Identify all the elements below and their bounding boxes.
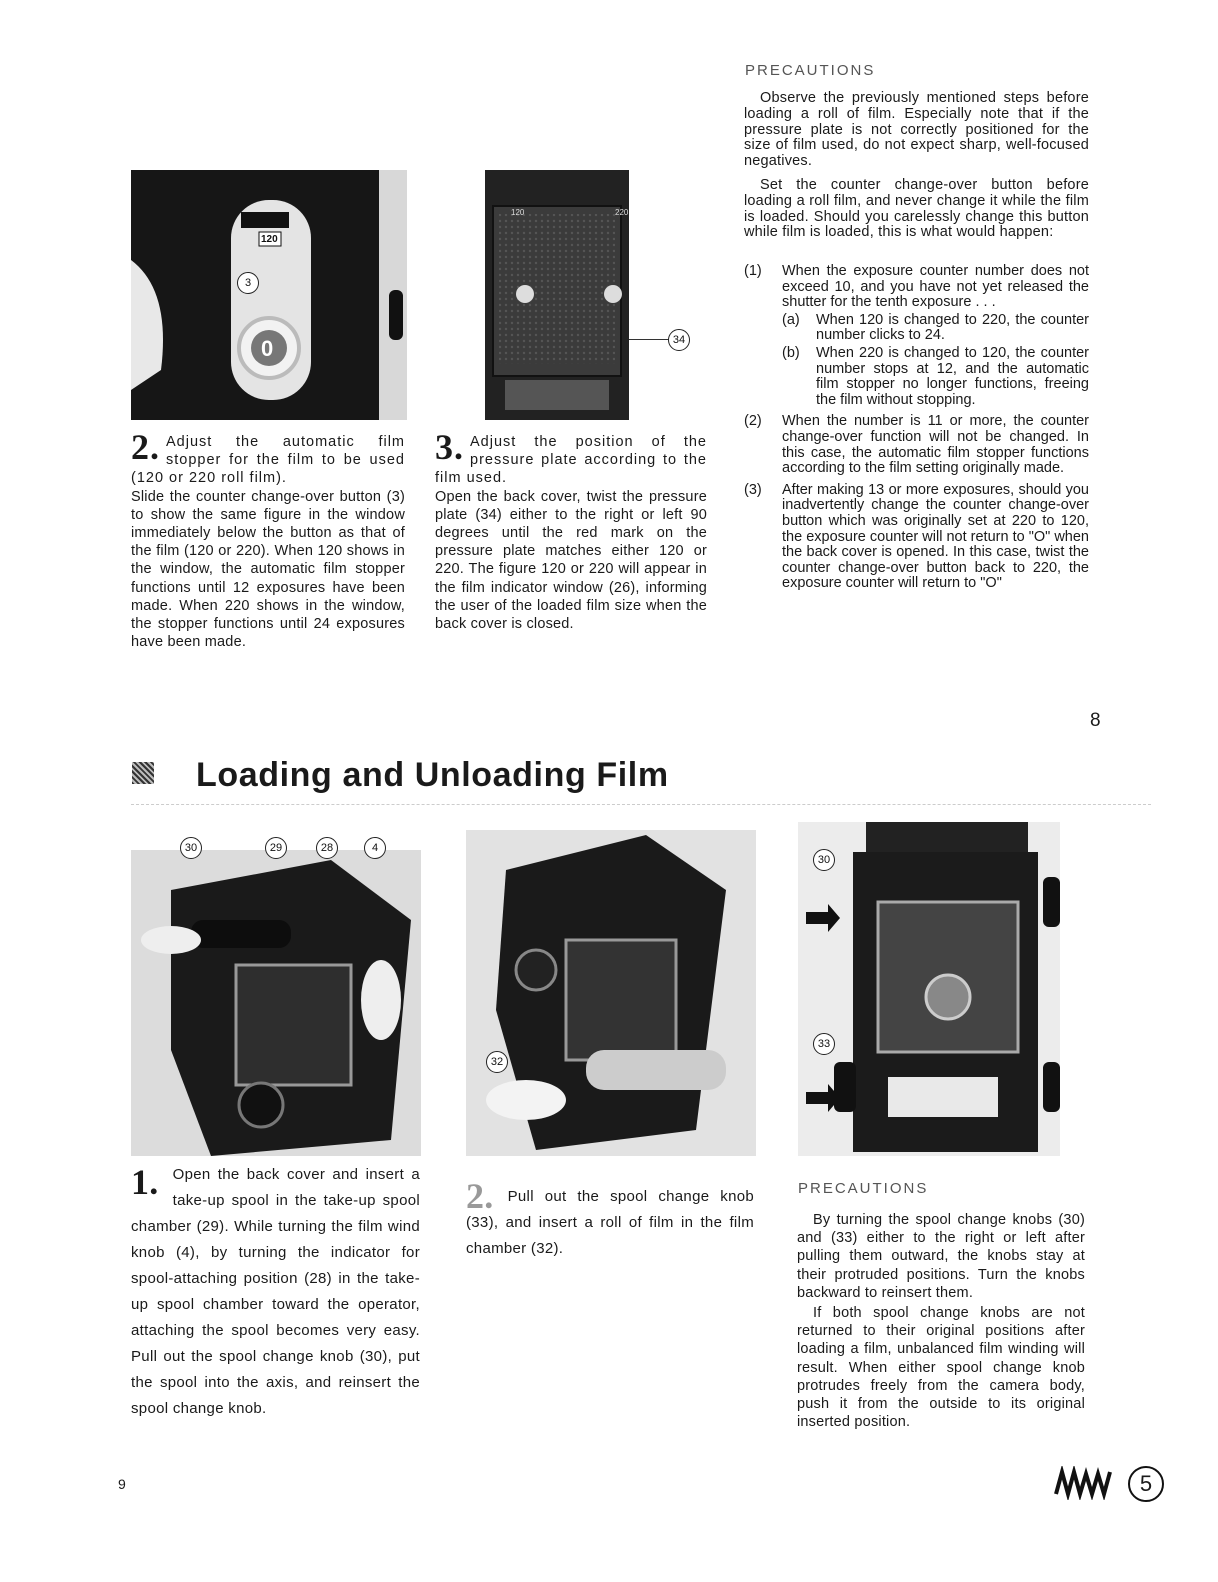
step-lead: Adjust the position of the pressure plate according to the film used. [435,434,707,487]
step-body: Slide the counter change-over button (3) to show the same figure in the window immediately below the button as that of the film (120 or 220). When 120 shows in the window, the automatic film stopper functions until 12 exposures have been made. When 220 shows in the window, the stopper functions until 24 exposures have been made. [131,488,405,651]
sub-item-a [782,313,1089,344]
list-item-3 [744,483,1089,592]
callout-30-c: 30 [813,849,835,871]
callout-3: 3 [237,272,259,294]
precautions-list [744,264,1089,598]
plate-label-120: 120 [511,208,525,217]
step-lead: Adjust the automatic film stopper for the film to be used (120 or 220 roll film). [131,434,405,487]
sub-item-number: (b) [782,344,800,361]
step-number: 2. [131,427,160,467]
circled-stamp-number: 5 [1128,1466,1164,1502]
callout-4: 4 [364,837,386,859]
callout-34: 34 [668,329,690,351]
list-item-number: (3) [744,481,762,498]
step-text: Open the back cover and insert a take-up spool in the take-up spool chamber (29). While turning the film wind knob (4), by turning the indicator for spool-attaching position (28) in the take-up spool chamber toward the operator, attaching the spool becomes very easy. Pull out the spool change knob (30), put the spool into the axis, and reinsert the spool change knob. [131,1166,420,1417]
photo-take-up-spool-drawing [131,850,421,1156]
list-item-text: After making 13 or more exposures, should you inadvertently change the counter change-over button which was originally set at 220 to 120, the exposure counter will not return to "O" when the back cover is opened. In this case, twist the counter change-over button back to 220, the exposure counter will return to "O" [782,481,1089,592]
sub-item-text: When 220 is changed to 120, the counter number stops at 12, and the automatic film stopper no longer functions, freeing the film without stopping. [816,344,1089,408]
sub-item-number: (a) [782,311,800,328]
sub-item-b [782,346,1089,408]
precautions-title-top: PRECAUTIONS [745,62,876,79]
precautions-bottom-p2: If both spool change knobs are not returned to their original positions after loading a film, unbalanced film winding will result. When either spool change knob protrudes freely from the camera body, push it from the outside to its original inserted position. [797,1305,1085,1431]
section-heading: Loading and Unloading Film [196,756,669,794]
page-number-top: 8 [1090,710,1101,731]
callout-28: 28 [316,837,338,859]
callout-leader-34 [629,339,669,340]
callout-30-a: 30 [180,837,202,859]
photo-film-chamber [466,830,756,1156]
photo-counter-button-drawing [131,170,407,420]
step-body: Open the back cover, twist the pressure plate (34) either to the right or left 90 degrees until the red mark on the pressure plate matches either 120 or 220. The figure 120 or 220 will appear in the film indicator window (26), informing the user of the loaded film size when the back cover is closed. [435,488,707,633]
sub-item-text: When 120 is changed to 220, the counter number clicks to 24. [816,311,1089,344]
photo-spool-knobs [798,822,1060,1156]
precautions-top-p1: Observe the previously mentioned steps before loading a roll of film. Especially note that if the pressure plate is not correctly positioned for the size of film used, do not expect sharp, well-focused negatives. [744,90,1089,170]
step-number: 3. [435,427,464,467]
callout-32: 32 [486,1051,508,1073]
precautions-bottom-text [797,1211,1085,1431]
list-item-number: (1) [744,263,762,279]
list-item-text: When the number is 11 or more, the counter change-over function will not be changed. In this case, the automatic film stopper functions according to the film setting originally made. [782,413,1089,477]
precautions-top-p2: Set the counter change-over button before loading a roll film, and never change it while the film is loaded. Should you carelessly change this button while film is loaded, this is what would happen: [744,176,1089,241]
plate-label-220: 220 [615,208,629,217]
list-item-text: When the exposure counter number does not exceed 10, and you have not yet released the shutter for the tenth exposure . . . [782,263,1089,311]
step-2-film-chamber [466,1176,754,1262]
heading-rule [131,804,1151,805]
counter-window-120: 120 [261,234,278,245]
precautions-title-bottom: PRECAUTIONS [798,1180,929,1197]
callout-33: 33 [813,1033,835,1055]
photo-counter-button [131,170,407,420]
photo-spool-knobs-drawing [798,822,1060,1156]
step-number: 2. [466,1176,494,1216]
heading-icon [132,762,154,784]
precautions-bottom-p1: By turning the spool change knobs (30) and (33) either to the right or left after pulling them outward, the knobs stay at their protruded positions. Turn the knobs backward to reinsert them. [797,1212,1085,1301]
list-item-1 [744,264,1089,408]
step-text: Pull out the spool change knob (33), and insert a roll of film in the film chamber (32). [466,1188,754,1257]
list-item-2 [744,414,1089,476]
step-2-film-stopper [131,427,405,651]
page-number-bottom: 9 [118,1476,126,1492]
step-number: 1. [131,1162,159,1202]
knob-zero-mark: 0 [261,336,274,361]
handwritten-scribble [1052,1466,1132,1500]
photo-take-up-spool [131,850,421,1156]
step-1-take-up-spool [131,1162,420,1422]
photo-film-chamber-drawing [466,830,756,1156]
handwritten-mark [1052,1466,1132,1500]
photo-pressure-plate-drawing [485,170,629,420]
step-3-pressure-plate [435,427,707,633]
list-item-number: (2) [744,413,762,430]
callout-29: 29 [265,837,287,859]
precautions-top-text [744,91,1089,241]
photo-pressure-plate [485,170,629,420]
